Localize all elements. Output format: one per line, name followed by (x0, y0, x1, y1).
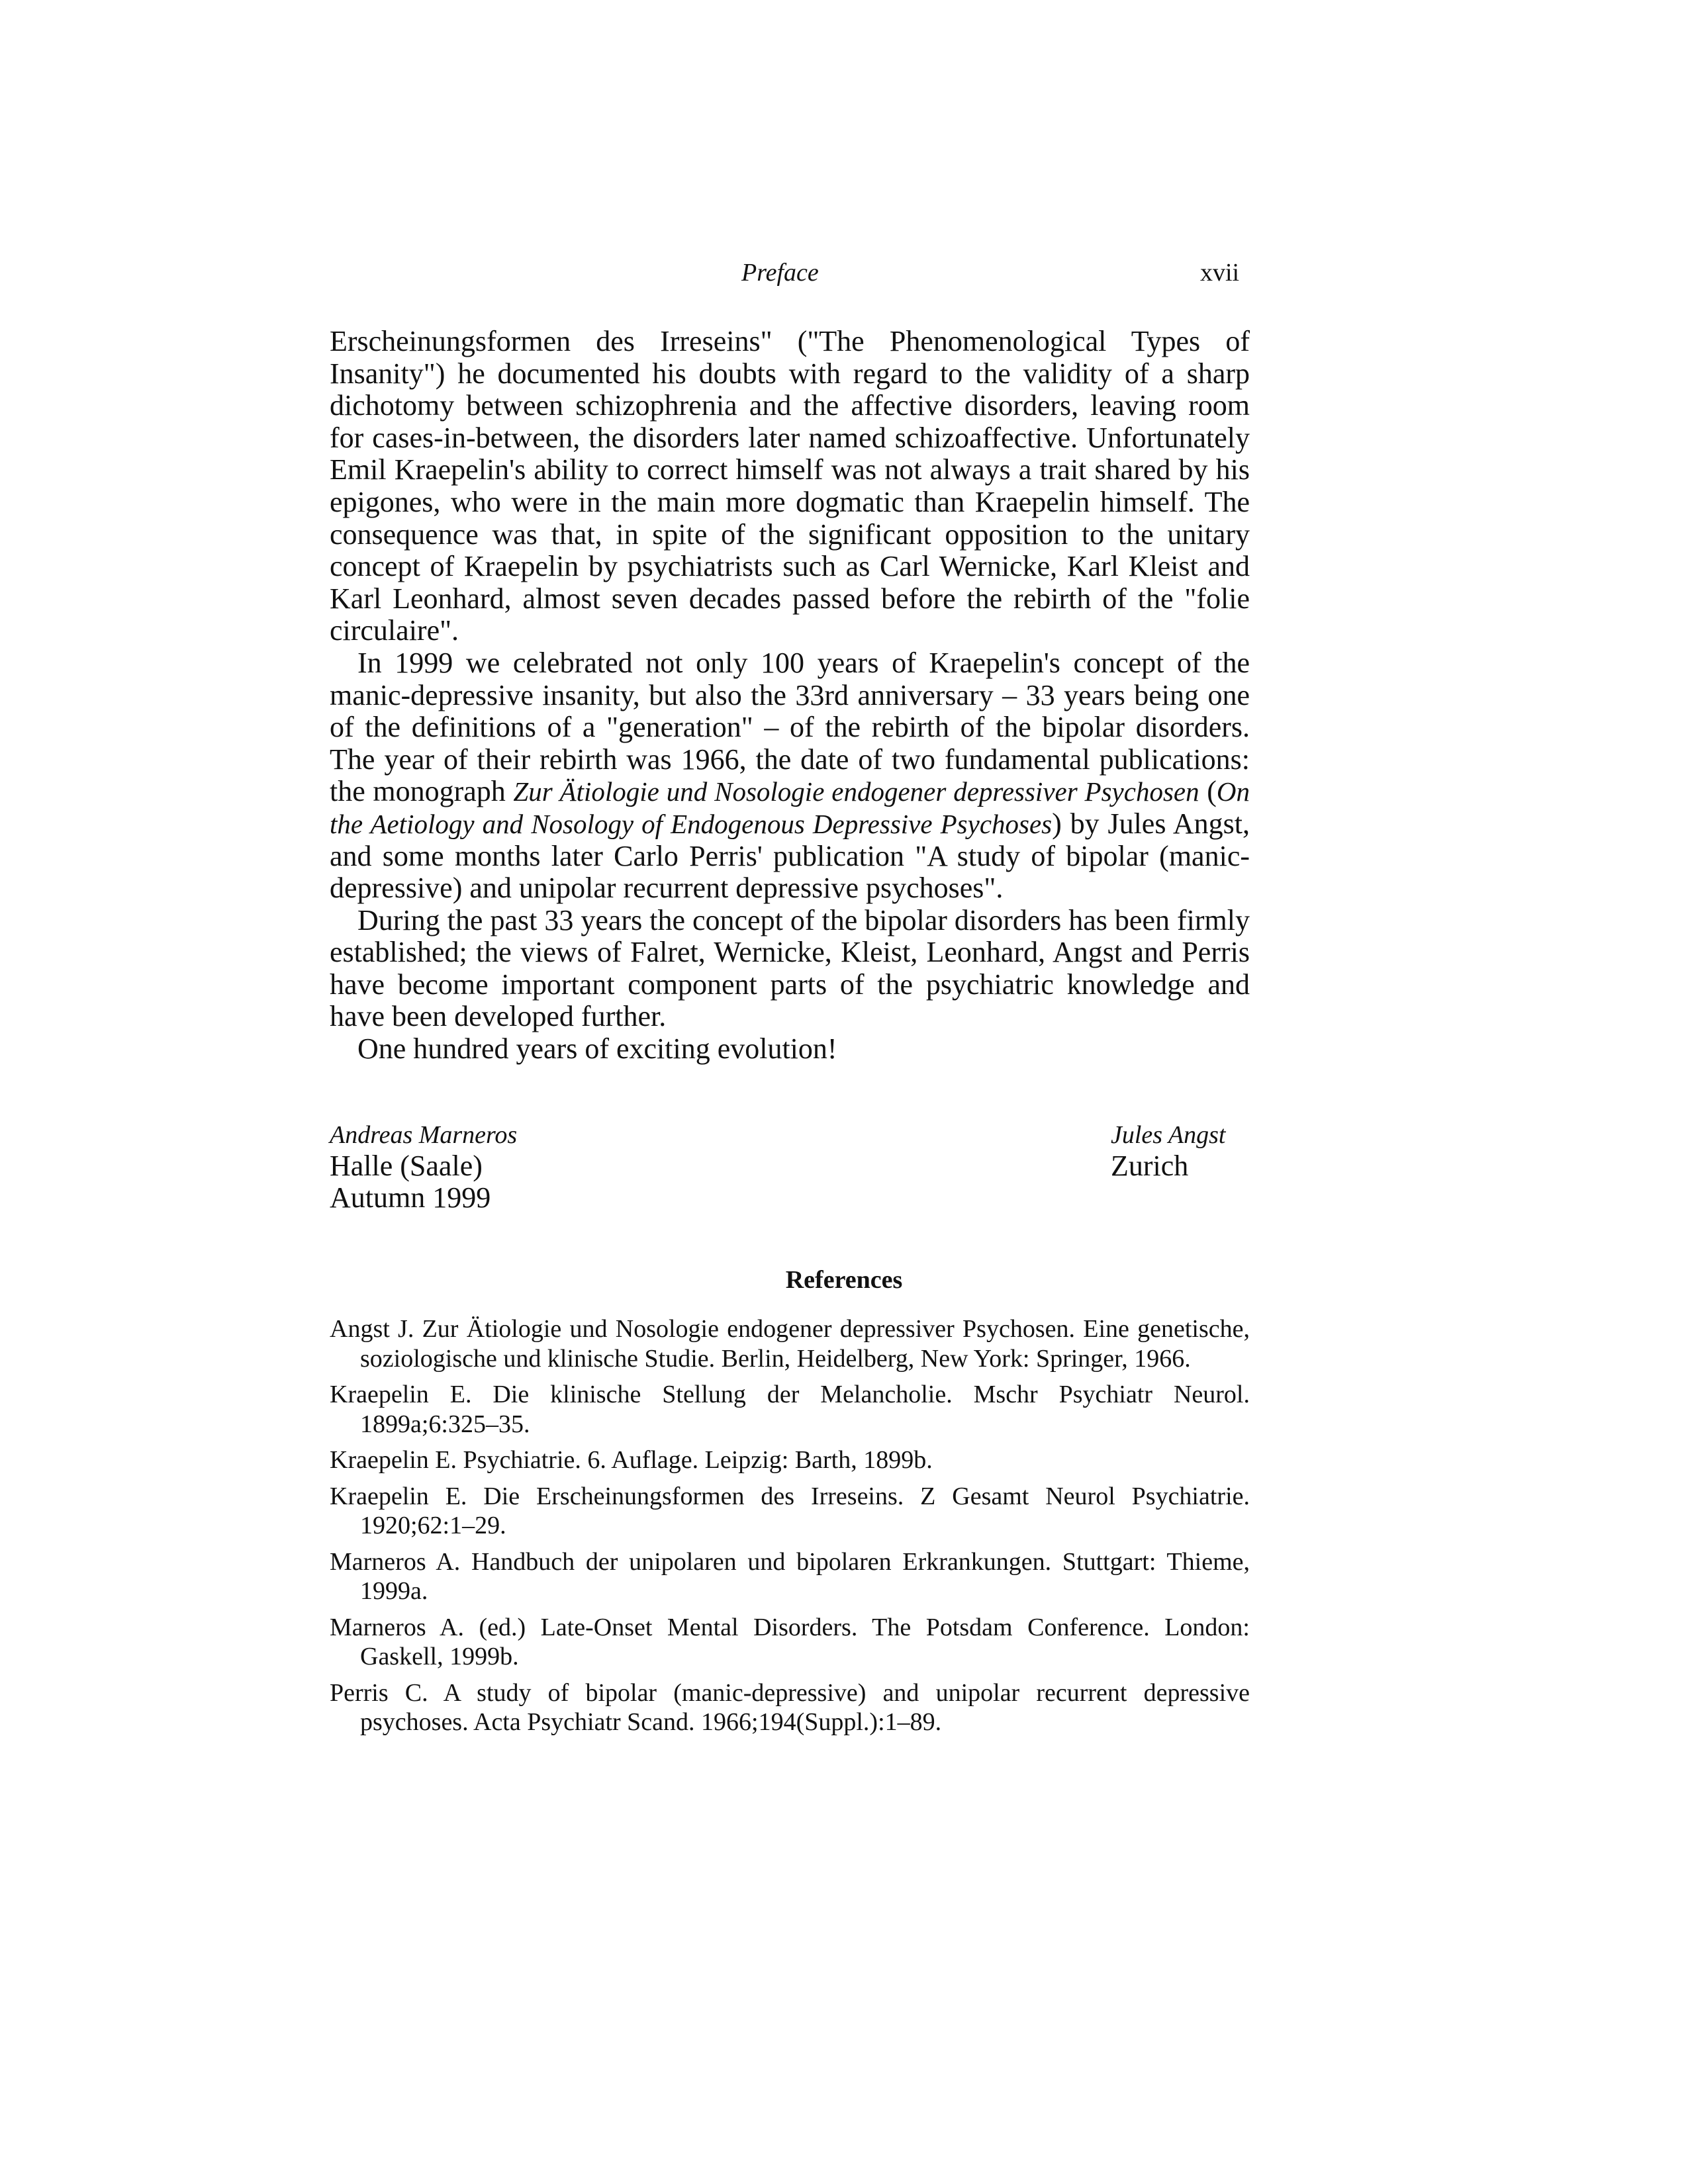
signature-left (330, 1120, 517, 1214)
signature-place-zurich: Zurich (1111, 1150, 1189, 1182)
paragraph-3: During the past 33 years the concept of the bipolar disorders has been firmly established; the views of Falret, Wernicke, Kleist, Leonhard, Angst and Perris have become important component parts of the psychiatric knowledge and have been developed further. (330, 903, 1250, 1033)
references-heading: References (785, 1266, 903, 1294)
signature-name-angst: Jules Angst (1111, 1121, 1226, 1149)
reference-item: Kraepelin E. Die klinische Stellung der Melancholie. Mschr Psychiatr Neurol. 1899a;6:325–35. (330, 1381, 1250, 1438)
page-number: xvii (1200, 259, 1240, 287)
paragraph-2 (330, 647, 1250, 905)
reference-item: Angst J. Zur Ätiologie und Nosologie endogener depressiver Psychosen. Eine genetische, soziologische und klinische Studie. Berlin, Heidelberg, New York: Springer, 1966. (330, 1315, 1250, 1373)
reference-item: Kraepelin E. Psychiatrie. 6. Auflage. Leipzig: Barth, 1899b. (330, 1446, 933, 1474)
paragraph-2-text-c: ) by Jules Angst, and some months later Carlo Perris' publication "A study of bipolar (manic-depressive) and unipolar recurrent depressive psychoses". (330, 807, 1250, 905)
signature-date: Autumn 1999 (330, 1181, 491, 1214)
references-list (330, 1314, 1250, 1744)
paragraph-2-text-b: ( (1199, 775, 1217, 808)
reference-item: Marneros A. Handbuch der unipolaren und bipolaren Erkrankungen. Stuttgart: Thieme, 1999a. (330, 1547, 1250, 1605)
reference-item: Marneros A. (ed.) Late-Onset Mental Disorders. The Potsdam Conference. London: Gaskell, 1999b. (330, 1613, 1250, 1670)
paragraph-1: Erscheinungsformen des Irreseins" ("The Phenomenological Types of Insanity") he documented his doubts with regard to the validity of a sharp dichotomy between schizophrenia and the affective disorders, leaving room for cases-in-between, the disorders later named schizoaffective. Unfortunately Emil Kraepelin's ability to correct himself was not always a trait shared by his epigones, who were in the main more dogmatic than Kraepelin himself. The consequence was that, in spite of the significant opposition to the unitary concept of Kraepelin by psychiatrists such as Carl Wernicke, Karl Kleist and Karl Leonhard, almost seven decades passed before the rebirth of the "folie circulaire". (330, 325, 1250, 647)
signature-right (1111, 1120, 1225, 1182)
paragraph-2-text-a: In 1999 we celebrated not only 100 years of Kraepelin's concept of the manic-depressive insanity, but also the 33rd anniversary – 33 years being one of the definitions of a "generation" – of the rebirth of the bipolar disorders. The year of their rebirth was 1966, the date of two fundamental publications: the monograph (330, 646, 1250, 808)
signature-place-halle: Halle (Saale) (330, 1150, 483, 1182)
preface-body (330, 326, 1250, 1066)
running-head (0, 258, 1688, 298)
reference-item: Kraepelin E. Die Erscheinungsformen des Irreseins. Z Gesamt Neurol Psychiatrie. 1920;62:1–29. (330, 1482, 1250, 1539)
running-title: Preface (741, 259, 819, 287)
signatures (330, 1120, 1250, 1226)
monograph-title: Zur Ätiologie und Nosologie endogener depressiver Psychosen (513, 776, 1199, 807)
monograph-translation: On the Aetiology and Nosology of Endogenous Depressive Psychoses (330, 776, 1250, 839)
signature-name-marneros: Andreas Marneros (330, 1121, 518, 1149)
paragraph-4: One hundred years of exciting evolution! (357, 1032, 837, 1066)
reference-item: Perris C. A study of bipolar (manic-depressive) and unipolar recurrent depressive psychoses. Acta Psychiatr Scand. 1966;194(Suppl.):1–89. (330, 1678, 1250, 1736)
